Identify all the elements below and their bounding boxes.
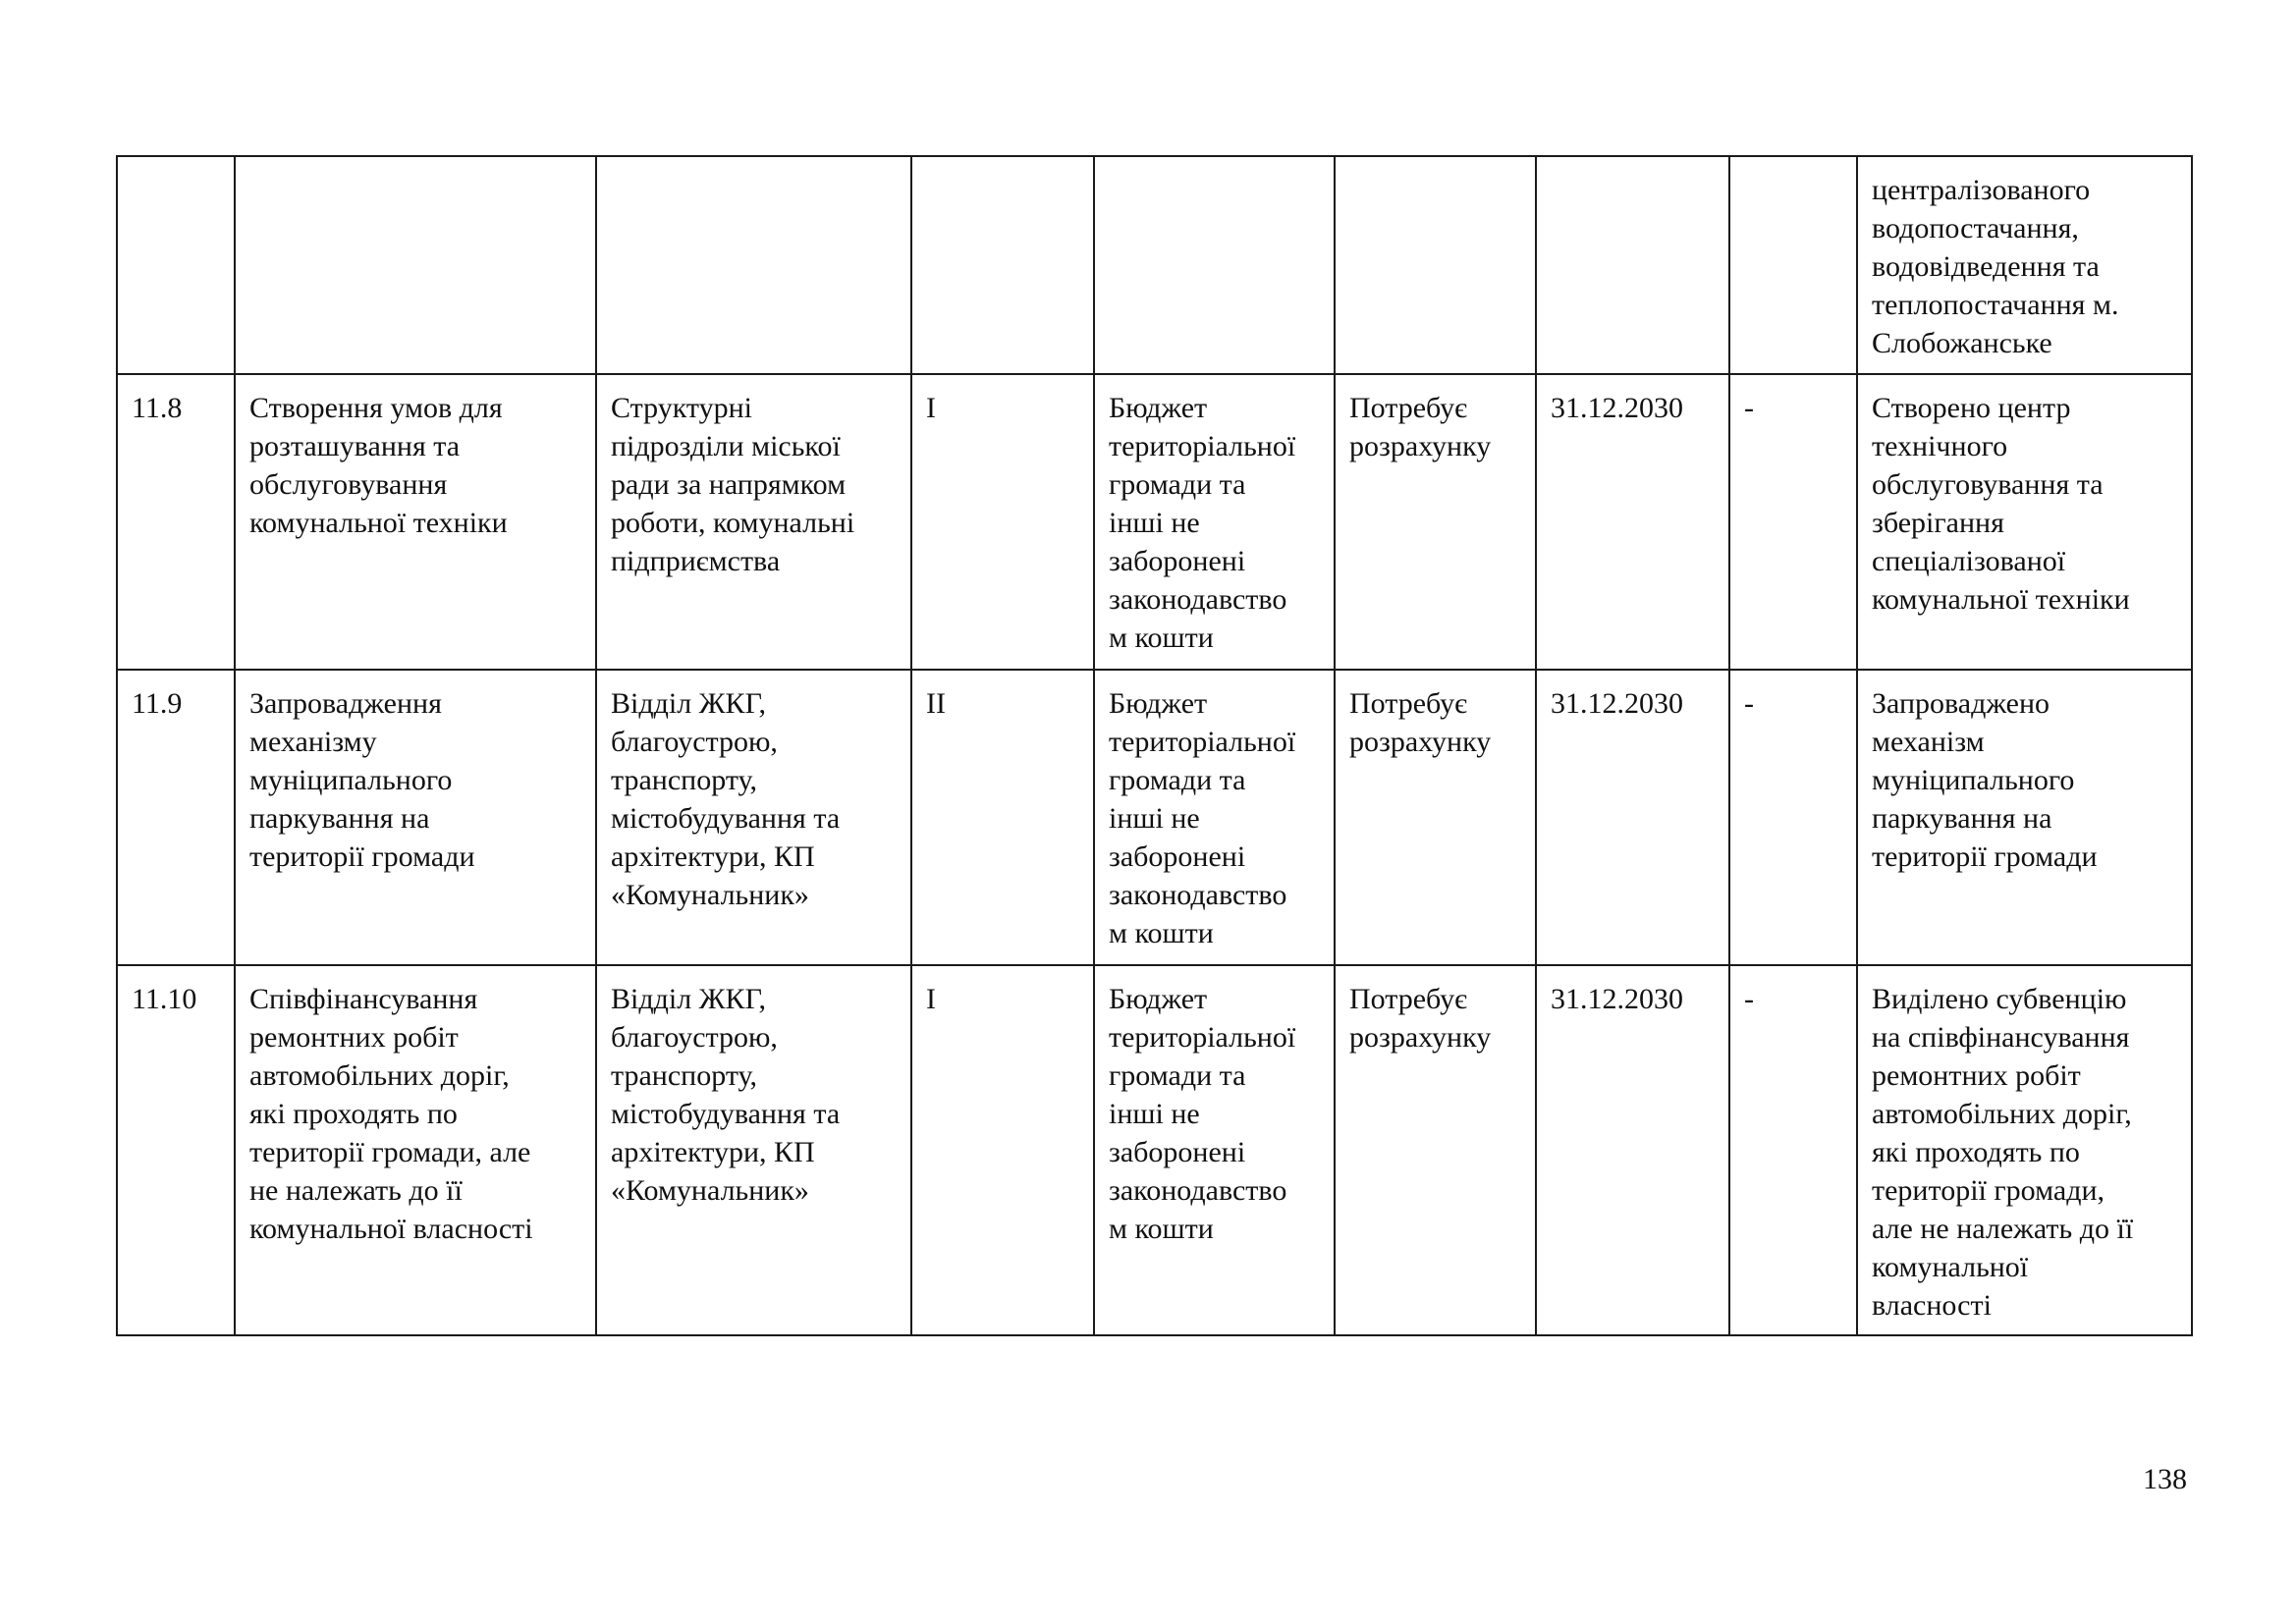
cell-text-line: розташування та	[249, 430, 461, 462]
cell-text-line: -	[1744, 687, 1754, 720]
cell-text-line: Потребує	[1349, 983, 1468, 1015]
cell-text-line: теплопостачання м.	[1872, 289, 2119, 321]
cell-text-line: I	[926, 392, 936, 424]
cell-text-line: заборонені	[1109, 840, 1246, 873]
cell-text-line: Запровадження	[249, 687, 442, 720]
cell-text-line: які проходять по	[249, 1098, 458, 1130]
cell-text-line: механізм	[1872, 726, 1985, 758]
cell-deadline	[1536, 965, 1729, 1335]
cell-stage	[911, 670, 1094, 965]
cell-text-line: комунальної власності	[249, 1213, 533, 1245]
table-row	[117, 670, 2192, 965]
cell-text-line: автомобільних доріг,	[249, 1059, 510, 1092]
cell-amount	[1335, 374, 1536, 670]
cell-executor	[596, 374, 911, 670]
cell-amount	[1335, 670, 1536, 965]
cell-extra	[1729, 374, 1857, 670]
cell-text-line: Бюджет	[1109, 983, 1208, 1015]
cell-text-line: II	[926, 687, 946, 720]
cell-text-line: які проходять по	[1872, 1136, 2080, 1168]
cell-text-line: обслуговування	[249, 468, 448, 501]
cell-text-line: громади та	[1109, 468, 1246, 501]
cell-text-line: I	[926, 983, 936, 1015]
cell-text-line: комунальної	[1872, 1251, 2029, 1283]
cell-text-line: централізованого	[1872, 174, 2091, 206]
cell-text-line: м кошти	[1109, 1213, 1214, 1245]
cell-text-line: транспорту,	[611, 1059, 758, 1092]
cell-text-line: Відділ ЖКГ,	[611, 687, 767, 720]
cell-text-line: територіальної	[1109, 726, 1296, 758]
cell-text-line: водовідведення та	[1872, 250, 2100, 283]
cell-text-line: Структурні	[611, 392, 752, 424]
cell-text-line: розрахунку	[1349, 726, 1492, 758]
cell-text-line: на співфінансування	[1872, 1021, 2130, 1054]
cell-extra	[1729, 965, 1857, 1335]
cell-text-line: але не належать до її	[1872, 1213, 2134, 1245]
cell-text-line: законодавство	[1109, 583, 1287, 616]
cell-text-line: архітектури, КП	[611, 1136, 815, 1168]
cell-text-line: законодавство	[1109, 1174, 1287, 1207]
cell-text-line: підприємства	[611, 545, 781, 577]
cell-extra	[1729, 156, 1857, 374]
cell-text-line: інші не	[1109, 1098, 1200, 1130]
cell-text-line: паркування на	[1872, 802, 2052, 835]
cell-text-line: благоустрою,	[611, 1021, 778, 1054]
cell-text-line: водопостачання,	[1872, 212, 2079, 244]
cell-deadline	[1536, 670, 1729, 965]
cell-funding-source	[1094, 965, 1335, 1335]
cell-text-line: підрозділи міської	[611, 430, 841, 462]
cell-text-line: Виділено субвенцію	[1872, 983, 2127, 1015]
cell-expected-result	[1857, 374, 2192, 670]
cell-text-line: інші не	[1109, 507, 1200, 539]
cell-text-line: Запроваджено	[1872, 687, 2050, 720]
cell-text-line: 31.12.2030	[1551, 392, 1683, 424]
cell-text-line: Бюджет	[1109, 392, 1208, 424]
cell-text-line: ремонтних робіт	[249, 1021, 459, 1054]
cell-text-line: законодавство	[1109, 879, 1287, 911]
cell-text-line: Співфінансування	[249, 983, 478, 1015]
cell-text-line: Створення умов для	[249, 392, 503, 424]
cell-text-line: містобудування та	[611, 802, 841, 835]
cell-measure	[235, 670, 596, 965]
cell-text-line: спеціалізованої	[1872, 545, 2066, 577]
cell-text-line: автомобільних доріг,	[1872, 1098, 2132, 1130]
cell-text-line: ремонтних робіт	[1872, 1059, 2081, 1092]
cell-text-line: інші не	[1109, 802, 1200, 835]
cell-deadline	[1536, 156, 1729, 374]
cell-text-line: комунальної техніки	[1872, 583, 2130, 616]
cell-text-line: заборонені	[1109, 1136, 1246, 1168]
cell-text-line: території громади	[1872, 840, 2098, 873]
cell-text-line: благоустрою,	[611, 726, 778, 758]
cell-text-line: Відділ ЖКГ,	[611, 983, 767, 1015]
cell-text-line: територіальної	[1109, 430, 1296, 462]
cell-text-line: муніципального	[1872, 764, 2075, 796]
program-measures-table	[116, 155, 2193, 1336]
cell-number	[117, 965, 235, 1335]
cell-text-line: Бюджет	[1109, 687, 1208, 720]
cell-number	[117, 156, 235, 374]
cell-text-line: 11.10	[132, 983, 197, 1015]
cell-text-line: архітектури, КП	[611, 840, 815, 873]
cell-amount	[1335, 156, 1536, 374]
cell-extra	[1729, 670, 1857, 965]
cell-executor	[596, 156, 911, 374]
cell-text-line: Потребує	[1349, 687, 1468, 720]
cell-text-line: громади та	[1109, 1059, 1246, 1092]
cell-measure	[235, 374, 596, 670]
cell-text-line: розрахунку	[1349, 1021, 1492, 1054]
cell-text-line: територіальної	[1109, 1021, 1296, 1054]
cell-expected-result	[1857, 670, 2192, 965]
page-number: 138	[2143, 1463, 2187, 1495]
cell-text-line: заборонені	[1109, 545, 1246, 577]
cell-stage	[911, 374, 1094, 670]
cell-text-line: Слобожанське	[1872, 327, 2052, 359]
cell-measure	[235, 965, 596, 1335]
cell-text-line: транспорту,	[611, 764, 758, 796]
cell-text-line: території громади	[249, 840, 475, 873]
cell-funding-source	[1094, 156, 1335, 374]
cell-text-line: обслуговування та	[1872, 468, 2104, 501]
cell-text-line: -	[1744, 392, 1754, 424]
cell-text-line: «Комунальник»	[611, 1174, 809, 1207]
cell-number	[117, 670, 235, 965]
cell-measure	[235, 156, 596, 374]
cell-stage	[911, 965, 1094, 1335]
cell-funding-source	[1094, 374, 1335, 670]
cell-text-line: м кошти	[1109, 622, 1214, 654]
cell-text-line: 31.12.2030	[1551, 983, 1683, 1015]
cell-text-line: технічного	[1872, 430, 2008, 462]
cell-executor	[596, 965, 911, 1335]
cell-text-line: паркування на	[249, 802, 430, 835]
cell-number	[117, 374, 235, 670]
cell-text-line: власності	[1872, 1289, 1992, 1322]
cell-text-line: «Комунальник»	[611, 879, 809, 911]
cell-text-line: не належать до її	[249, 1174, 463, 1207]
cell-text-line: комунальної техніки	[249, 507, 508, 539]
cell-expected-result	[1857, 156, 2192, 374]
cell-text-line: 11.8	[132, 392, 183, 424]
cell-funding-source	[1094, 670, 1335, 965]
cell-text-line: роботи, комунальні	[611, 507, 855, 539]
cell-expected-result	[1857, 965, 2192, 1335]
cell-text-line: механізму	[249, 726, 377, 758]
cell-stage	[911, 156, 1094, 374]
cell-text-line: -	[1744, 983, 1754, 1015]
cell-text-line: розрахунку	[1349, 430, 1492, 462]
cell-text-line: Потребує	[1349, 392, 1468, 424]
table-row	[117, 965, 2192, 1335]
cell-text-line: громади та	[1109, 764, 1246, 796]
cell-text-line: території громади, але	[249, 1136, 531, 1168]
cell-text-line: містобудування та	[611, 1098, 841, 1130]
cell-text-line: ради за напрямком	[611, 468, 847, 501]
cell-deadline	[1536, 374, 1729, 670]
cell-amount	[1335, 965, 1536, 1335]
cell-text-line: зберігання	[1872, 507, 2004, 539]
cell-executor	[596, 670, 911, 965]
table-row	[117, 156, 2192, 374]
table-row	[117, 374, 2192, 670]
cell-text-line: території громади,	[1872, 1174, 2105, 1207]
cell-text-line: муніципального	[249, 764, 453, 796]
cell-text-line: 31.12.2030	[1551, 687, 1683, 720]
cell-text-line: м кошти	[1109, 917, 1214, 949]
cell-text-line: 11.9	[132, 687, 183, 720]
cell-text-line: Створено центр	[1872, 392, 2071, 424]
